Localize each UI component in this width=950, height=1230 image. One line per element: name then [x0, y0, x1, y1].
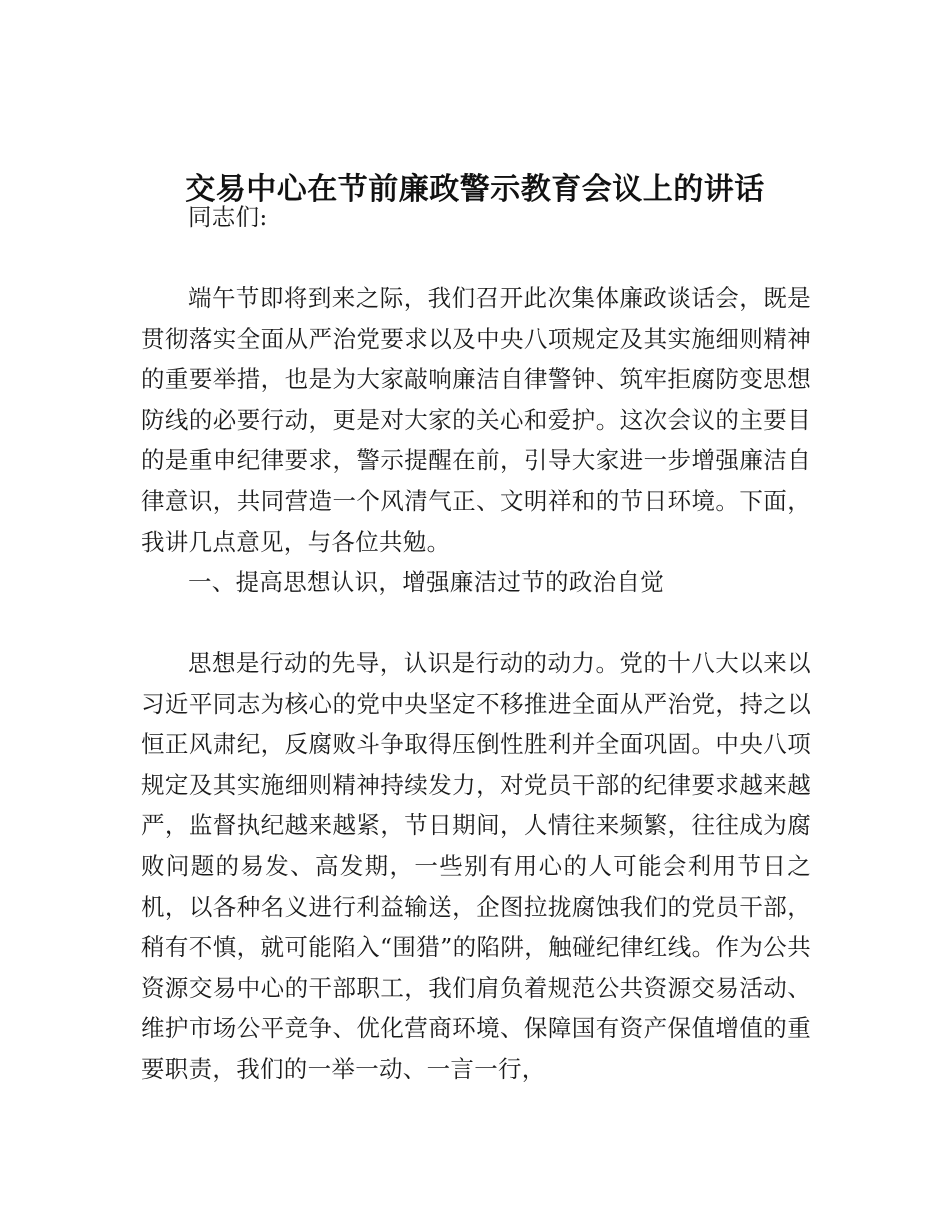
- paragraph-intro: 端午节即将到来之际，我们召开此次集体廉政谈话会，既是贯彻落实全面从严治党要求以及中央八项规定及其实施细则精神的重要举措，也是为大家敲响廉洁自律警钟、筑牢拒腐防变思想防线的必要行动，更是对大家的关心和爱护。这次会议的主要目的是重申纪律要求，警示提醒在前，引导大家进一步增强廉洁自律意识，共同营造一个风清气正、文明祥和的节日环境。下面，我讲几点意见，与各位共勉。: [141, 284, 811, 556]
- section-heading-1: 一、提高思想认识，增强廉洁过节的政治自觉: [188, 568, 664, 596]
- greeting: 同志们:: [188, 203, 268, 231]
- document-title: 交易中心在节前廉政警示教育会议上的讲话: [185, 172, 765, 207]
- paragraph-section-1: 思想是行动的先导，认识是行动的动力。党的十八大以来以习近平同志为核心的党中央坚定不移推进全面从严治党，持之以恒正风肃纪，反腐败斗争取得压倒性胜利并全面巩固。中央八项规定及其实施细则精神持续发力，对党员干部的纪律要求越来越严，监督执纪越来越紧，节日期间，人情往来频繁，往往成为腐败问题的易发、高发期，一些别有用心的人可能会利用节日之机，以各种名义进行利益输送，企图拉拢腐蚀我们的党员干部，稍有不慎，就可能陷入“围猎”的陷阱，触碰纪律红线。作为公共资源交易中心的干部职工，我们肩负着规范公共资源交易活动、维护市场公平竞争、优化营商环境、保障国有资产保值增值的重要职责，我们的一举一动、一言一行，: [141, 649, 811, 1083]
